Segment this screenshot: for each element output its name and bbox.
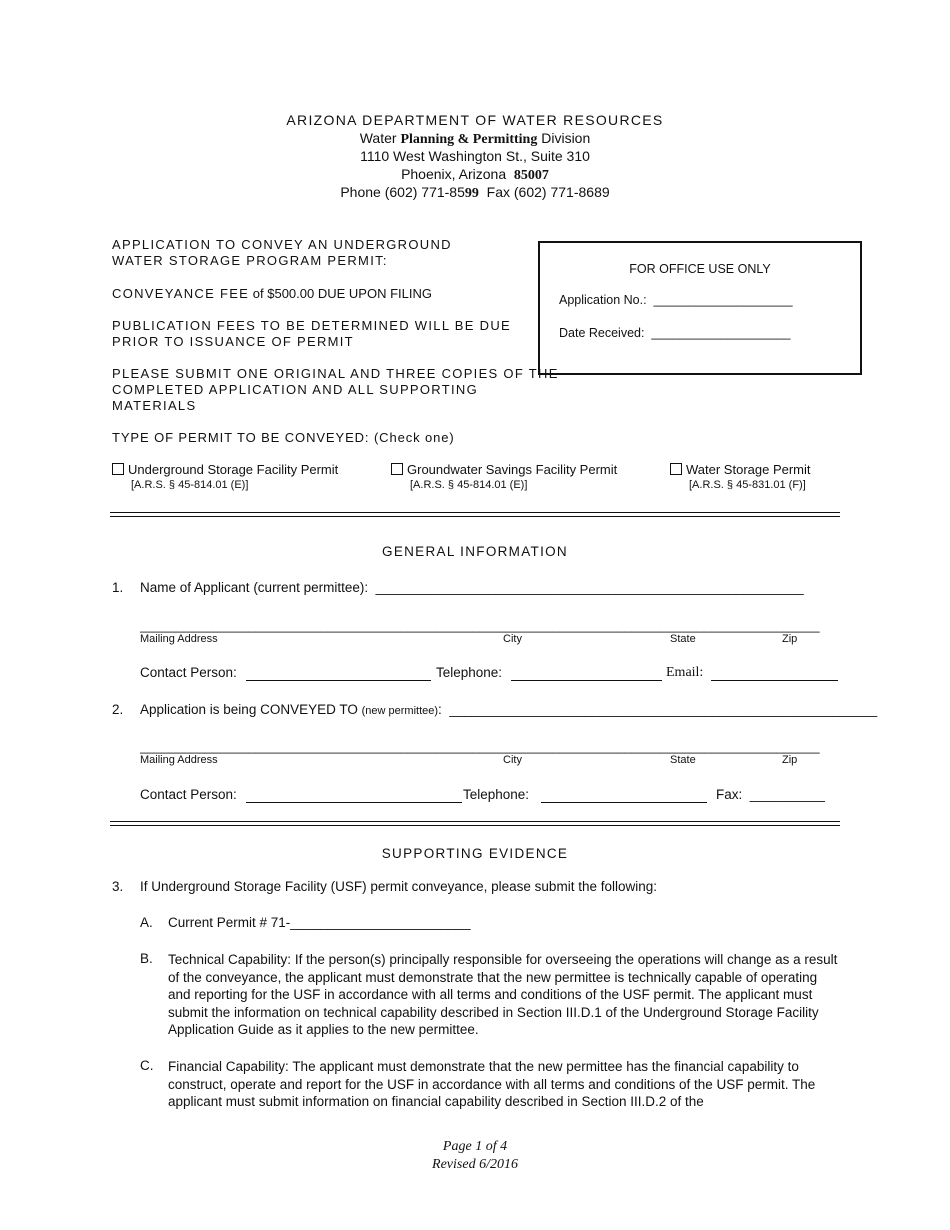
mailing-address-label: Mailing Address <box>140 633 218 645</box>
financial-capability-text: Financial Capability: The applicant must demonstrate that the new permittee has the financial capability to construct, operate and report for the USF in accordance with all terms and conditions of the USF permit. The applicant must submit information on financial capability described in Section III.D.2 of the <box>168 1059 816 1109</box>
telephone-input[interactable] <box>511 680 662 681</box>
revision-date: Revised 6/2016 <box>432 1157 518 1172</box>
zip-label-2: Zip <box>782 754 798 766</box>
city-label-2: City <box>503 754 522 766</box>
contact-person-label: Contact Person: <box>140 665 237 680</box>
permit-type-label: TYPE OF PERMIT TO BE CONVEYED: (Check one) <box>112 430 455 445</box>
state-label: State <box>670 633 696 645</box>
q2-number: 2. <box>112 702 124 717</box>
permit-option-wsp[interactable]: Water Storage Permit <box>670 462 811 477</box>
date-received-field[interactable]: Date Received: ____________________ <box>559 326 791 340</box>
contact-person-input-2[interactable] <box>246 802 462 803</box>
telephone-label-2: Telephone: <box>463 787 530 802</box>
statute-wsp: [A.R.S. § 45-831.01 (F)] <box>689 479 806 491</box>
item-a-letter: A. <box>140 915 153 930</box>
state-label-2: State <box>670 754 696 766</box>
conveyance-fee: CONVEYANCE FEE of $500.00 DUE UPON FILING <box>112 286 432 301</box>
checkbox-gsf[interactable] <box>391 463 403 475</box>
telephone-label: Telephone: <box>436 665 503 680</box>
office-use-title: FOR OFFICE USE ONLY <box>629 262 771 276</box>
current-permit-field[interactable]: Current Permit # 71-________________________ <box>168 915 471 930</box>
zip-label: Zip <box>782 633 798 645</box>
agency-address: 1110 West Washington St., Suite 310 <box>360 148 590 164</box>
permit-option-gsf[interactable]: Groundwater Savings Facility Permit <box>391 462 617 477</box>
submit-instructions-line2: COMPLETED APPLICATION AND ALL SUPPORTING <box>112 382 479 397</box>
city-label: City <box>503 633 522 645</box>
general-information-heading: GENERAL INFORMATION <box>382 544 568 559</box>
item-c-letter: C. <box>140 1058 154 1073</box>
division-line: Water Planning & Permitting Division <box>359 130 591 147</box>
applicant-address-line[interactable]: ______________________________________________________________________________________________ <box>140 618 820 633</box>
permit-option-usf[interactable]: Underground Storage Facility Permit <box>112 462 338 477</box>
section-divider <box>110 512 840 517</box>
q3-text: If Underground Storage Facility (USF) permit conveyance, please submit the following: <box>140 879 657 894</box>
q3-number: 3. <box>112 879 124 894</box>
q1-number: 1. <box>112 580 124 595</box>
agency-name: ARIZONA DEPARTMENT OF WATER RESOURCES <box>286 112 664 128</box>
checkbox-usf[interactable] <box>112 463 124 475</box>
supporting-evidence-heading: SUPPORTING EVIDENCE <box>381 846 569 861</box>
agency-city: Phoenix, Arizona 85007 <box>401 166 549 183</box>
mailing-address-label-2: Mailing Address <box>140 754 218 766</box>
applicant-name-field[interactable]: Name of Applicant (current permittee): _________________________________________________________ <box>140 580 804 595</box>
email-input[interactable] <box>711 680 838 681</box>
email-label: Email: <box>666 665 704 680</box>
checkbox-wsp[interactable] <box>670 463 682 475</box>
publication-fees-line1: PUBLICATION FEES TO BE DETERMINED WILL BE DUE <box>112 318 511 333</box>
submit-instructions-line1: PLEASE SUBMIT ONE ORIGINAL AND THREE COPIES OF THE <box>112 366 559 381</box>
office-use-box <box>538 241 862 375</box>
form-title-line1: APPLICATION TO CONVEY AN UNDERGROUND <box>112 237 452 252</box>
section-divider-2 <box>110 821 840 826</box>
item-b-letter: B. <box>140 951 153 966</box>
application-number-field[interactable]: Application No.: ____________________ <box>559 293 793 307</box>
submit-instructions-line3: MATERIALS <box>112 398 197 413</box>
contact-person-input[interactable] <box>246 680 431 681</box>
publication-fees-line2: PRIOR TO ISSUANCE OF PERMIT <box>112 334 354 349</box>
new-permittee-field[interactable]: Application is being CONVEYED TO (new permittee): _________________________________________________________ <box>140 702 878 717</box>
page-number: Page 1 of 4 <box>442 1139 508 1154</box>
telephone-input-2[interactable] <box>541 802 707 803</box>
statute-gsf: [A.R.S. § 45-814.01 (E)] <box>410 479 528 491</box>
agency-phone-fax: Phone (602) 771-8599 Fax (602) 771-8689 <box>340 184 610 201</box>
statute-usf: [A.R.S. § 45-814.01 (E)] <box>131 479 249 491</box>
technical-capability-text: Technical Capability: If the person(s) principally responsible for overseeing the operations will change as a result of the conveyance, the applicant must demonstrate that the new permittee is technically capable of operating and reporting for the USF in accordance with all terms and conditions of the USF permit. The applicant must submit the information on technical capability described in Section III.D.1 of the Underground Storage Facility Application Guide as it applies to the new permittee. <box>168 952 838 1037</box>
form-title-line2: WATER STORAGE PROGRAM PERMIT: <box>112 253 388 268</box>
new-permittee-address-line[interactable]: ______________________________________________________________________________________________ <box>140 739 820 754</box>
fax-field[interactable]: Fax: __________ <box>716 787 825 802</box>
contact-person-label-2: Contact Person: <box>140 787 237 802</box>
